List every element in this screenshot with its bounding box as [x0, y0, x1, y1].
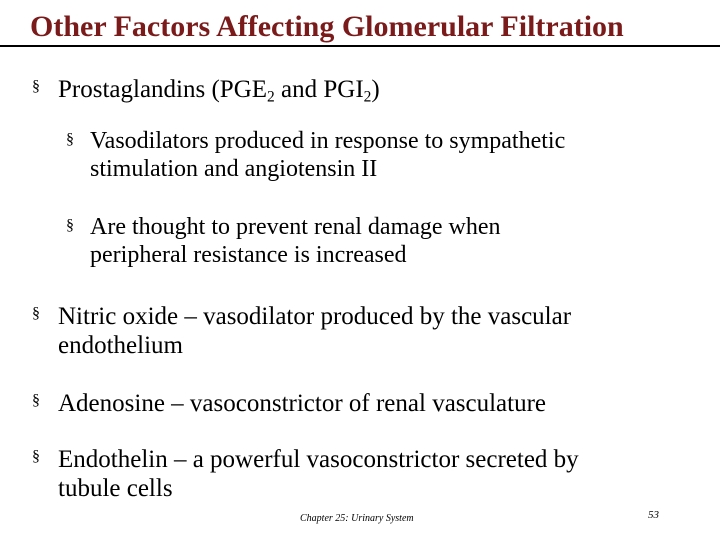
square-bullet-icon: §: [32, 305, 40, 322]
bullet-prostaglandins: Prostaglandins ($PGE_2$ and $PGI_2$): [58, 76, 380, 106]
square-bullet-icon: §: [66, 217, 74, 234]
bullet-nitric-oxide: Nitric oxide – vasodilator produced by the vascular endothelium: [58, 303, 572, 359]
slide-title: Other Factors Affecting Glomerular Filtration: [30, 10, 624, 43]
square-bullet-icon: §: [32, 78, 40, 95]
footer-chapter: Chapter 25: Urinary System: [300, 513, 414, 524]
square-bullet-icon: §: [66, 131, 74, 148]
title-underline: [0, 45, 720, 47]
subbullet-vasodilators: Vasodilators produced in response to sympathetic stimulation and angiotensin II: [90, 128, 566, 182]
square-bullet-icon: §: [32, 392, 40, 409]
square-bullet-icon: §: [32, 448, 40, 465]
bullet-endothelin: Endothelin – a powerful vasoconstrictor secreted by tubule cells: [58, 446, 579, 502]
page-number: 53: [648, 509, 659, 521]
bullet-adenosine: Adenosine – vasoconstrictor of renal vasculature: [58, 390, 547, 417]
subbullet-renal-damage: Are thought to prevent renal damage when peripheral resistance is increased: [90, 214, 501, 268]
